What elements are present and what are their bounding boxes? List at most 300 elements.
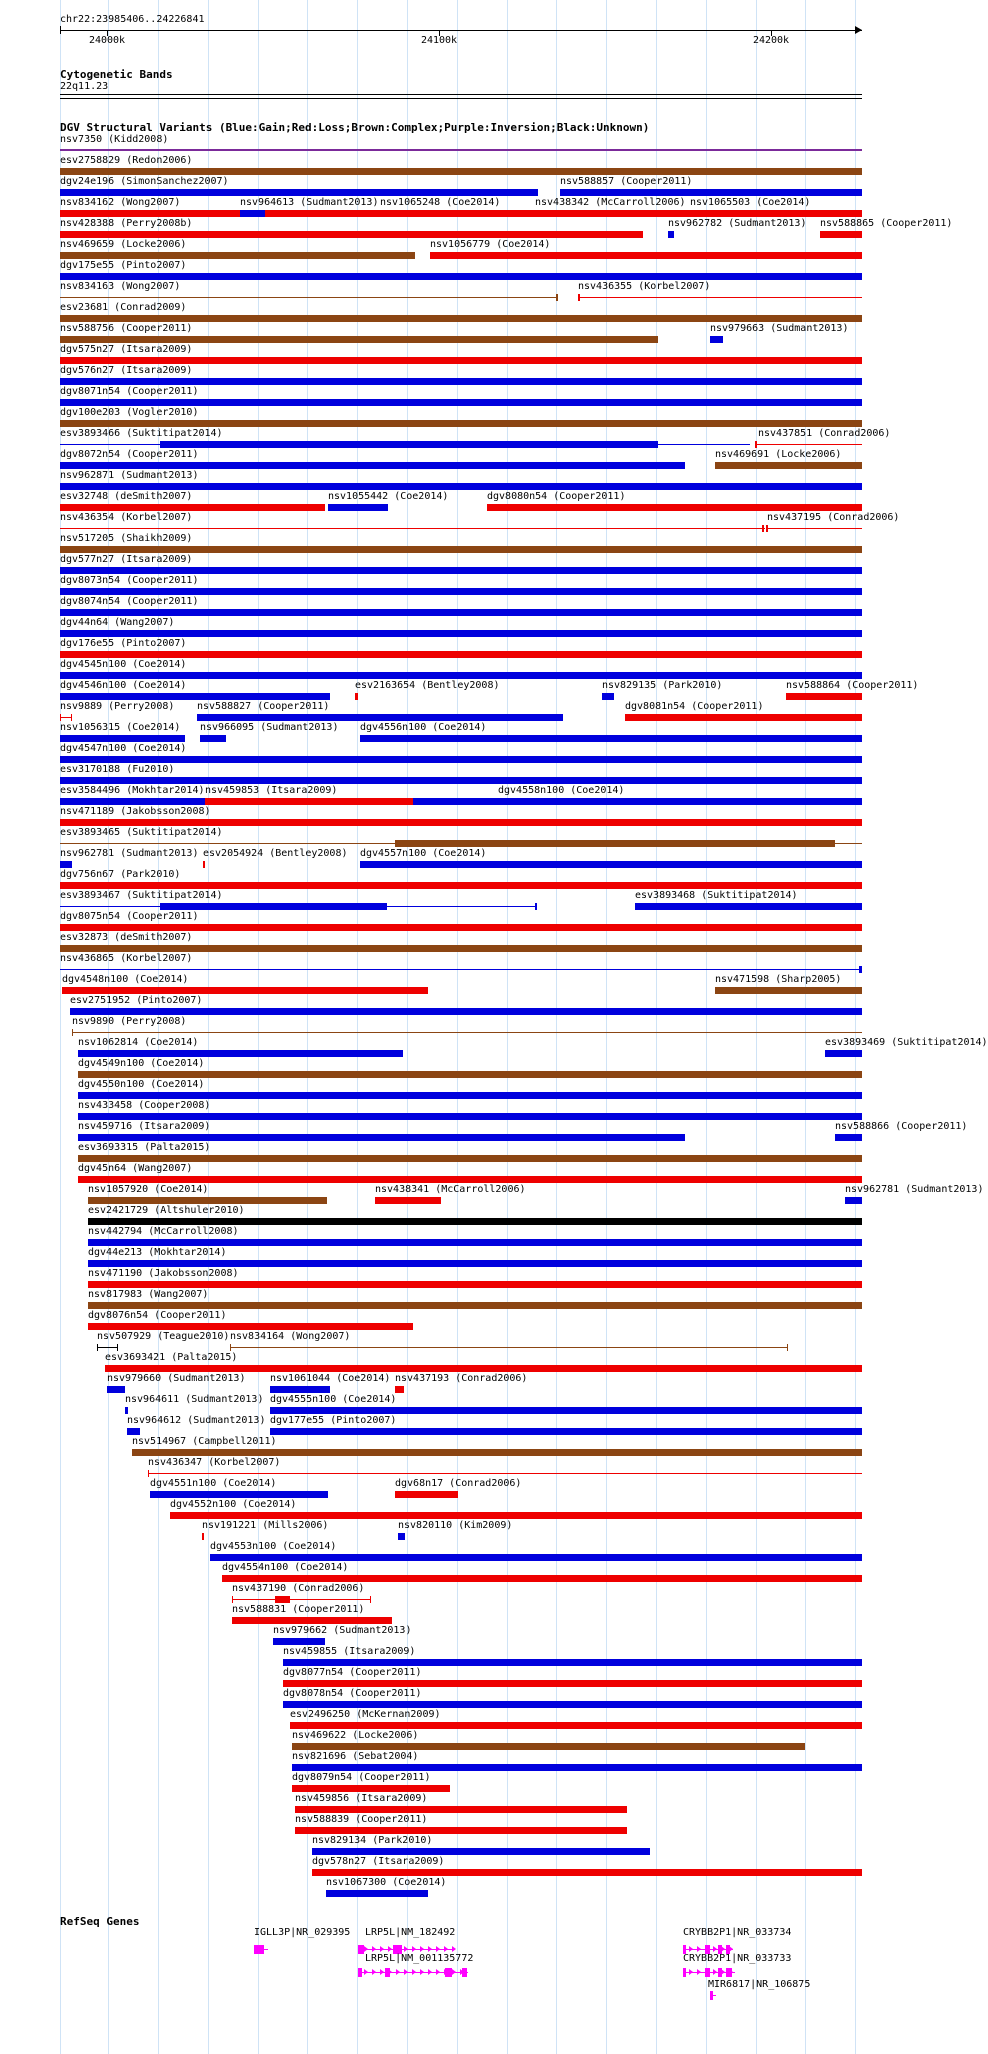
variant-bar-complex[interactable] (72, 1032, 862, 1033)
variant-label[interactable]: dgv8071n54 (Cooper2011) (60, 386, 199, 397)
variant-bar-loss[interactable] (275, 1596, 290, 1603)
variant-label[interactable]: nsv588865 (Cooper2011) (820, 218, 953, 229)
variant-label[interactable]: nsv1062814 (Coe2014) (78, 1037, 199, 1048)
variant-bar-loss[interactable] (60, 504, 325, 511)
variant-bar-gain[interactable] (240, 210, 265, 217)
strand-arrow-icon (388, 1946, 392, 1952)
variant-bar-unknown[interactable] (117, 1344, 118, 1351)
variant-bar-gain[interactable] (668, 231, 674, 238)
variant-bar-loss[interactable] (60, 651, 862, 658)
variant-label[interactable]: dgv577n27 (Itsara2009) (60, 554, 193, 565)
gene-label[interactable]: IGLL3P|NR_029395 (254, 1927, 351, 1938)
variant-bar-gain[interactable] (78, 1050, 403, 1057)
variant-label[interactable]: nsv588866 (Cooper2011) (835, 1121, 968, 1132)
variant-bar-loss[interactable] (295, 1806, 627, 1813)
variant-bar-loss[interactable] (355, 693, 358, 700)
variant-bar-gain[interactable] (825, 1050, 862, 1057)
variant-bar-gain[interactable] (60, 483, 862, 490)
variant-label[interactable]: nsv962782 (Sudmant2013) (668, 218, 807, 229)
variant-label[interactable]: esv2496250 (McKernan2009) (290, 1709, 441, 1720)
variant-label[interactable]: nsv1061044 (Coe2014) (270, 1373, 391, 1384)
variant-label[interactable]: nsv821696 (Sebat2004) (292, 1751, 419, 1762)
variant-label[interactable]: dgv4547n100 (Coe2014) (60, 743, 187, 754)
variant-bar-loss[interactable] (625, 714, 862, 721)
variant-label[interactable]: esv3170188 (Fu2010) (60, 764, 175, 775)
variant-label[interactable]: dgv175e55 (Pinto2007) (60, 260, 187, 271)
variant-bar-complex[interactable] (60, 945, 862, 952)
variant-label[interactable]: nsv964613 (Sudmant2013) (240, 197, 379, 208)
variant-label[interactable]: dgv8077n54 (Cooper2011) (283, 1667, 422, 1678)
variant-bar-loss[interactable] (88, 1281, 862, 1288)
variant-bar-loss[interactable] (766, 528, 862, 529)
variant-label[interactable]: dgv8074n54 (Cooper2011) (60, 596, 199, 607)
variant-bar-complex[interactable] (60, 336, 658, 343)
variant-label[interactable]: nsv1055442 (Coe2014) (328, 491, 449, 502)
variant-label[interactable]: nsv588839 (Cooper2011) (295, 1814, 428, 1825)
variant-label[interactable]: esv32748 (deSmith2007) (60, 491, 193, 502)
variant-label[interactable]: nsv438342 (McCarroll2006) (535, 197, 686, 208)
strand-arrow-icon (721, 1946, 725, 1952)
variant-bar-loss[interactable] (578, 294, 580, 301)
variant-label[interactable]: nsv438341 (McCarroll2006) (375, 1184, 526, 1195)
strand-arrow-icon (396, 1969, 400, 1975)
variant-bar-loss[interactable] (105, 1365, 862, 1372)
strand-arrow-icon (428, 1946, 432, 1952)
variant-bar-gain[interactable] (326, 1890, 428, 1897)
variant-bar-gain[interactable] (292, 1764, 862, 1771)
variant-bar-gain[interactable] (78, 1092, 862, 1099)
variant-bar-complex[interactable] (60, 297, 557, 298)
variant-bar-loss[interactable] (370, 1596, 371, 1603)
variant-bar-gain[interactable] (398, 1533, 405, 1540)
variant-label[interactable]: nsv817983 (Wang2007) (88, 1289, 209, 1300)
variant-label[interactable]: nsv588827 (Cooper2011) (197, 701, 330, 712)
variant-bar-loss[interactable] (762, 525, 764, 532)
variant-bar-complex[interactable] (72, 1029, 73, 1036)
variant-bar-gain[interactable] (845, 1197, 862, 1204)
variant-bar-loss[interactable] (786, 693, 862, 700)
variant-label[interactable]: nsv1056315 (Coe2014) (60, 722, 181, 733)
variant-bar-loss[interactable] (283, 1680, 862, 1687)
variant-bar-loss[interactable] (148, 1473, 862, 1474)
variant-bar-gain[interactable] (197, 714, 563, 721)
variant-bar-gain[interactable] (60, 756, 862, 763)
variant-label[interactable]: dgv4553n100 (Coe2014) (210, 1541, 337, 1552)
variant-bar-loss[interactable] (295, 1827, 627, 1834)
variant-bar-gain[interactable] (283, 1701, 862, 1708)
gene-exon[interactable] (358, 1968, 362, 1977)
variant-label[interactable]: dgv177e55 (Pinto2007) (270, 1415, 397, 1426)
variant-label[interactable]: nsv979660 (Sudmant2013) (107, 1373, 246, 1384)
strand-arrow-icon (364, 1946, 368, 1952)
variant-label[interactable]: dgv68n17 (Conrad2006) (395, 1478, 522, 1489)
variant-label[interactable]: dgv4552n100 (Coe2014) (170, 1499, 297, 1510)
variant-label[interactable]: nsv437190 (Conrad2006) (232, 1583, 365, 1594)
variant-label[interactable]: nsv437851 (Conrad2006) (758, 428, 891, 439)
variant-label[interactable]: dgv8073n54 (Cooper2011) (60, 575, 199, 586)
variant-label[interactable]: nsv829134 (Park2010) (312, 1835, 433, 1846)
variant-bar-gain[interactable] (60, 399, 862, 406)
variant-bar-inversion[interactable] (60, 149, 862, 151)
variant-bar-loss[interactable] (71, 714, 72, 721)
strand-arrow-icon (412, 1946, 416, 1952)
variant-bar-loss[interactable] (535, 210, 562, 217)
variant-bar-gain[interactable] (60, 462, 685, 469)
strand-arrow-icon (697, 1946, 701, 1952)
cytoband-track-title[interactable]: Cytogenetic Bands (60, 68, 173, 81)
variant-bar-gain[interactable] (835, 1134, 862, 1141)
variant-bar-loss[interactable] (820, 231, 862, 238)
variant-label[interactable]: nsv964611 (Sudmant2013) (125, 1394, 264, 1405)
variant-bar-gain[interactable] (210, 1554, 862, 1561)
variant-bar-loss[interactable] (60, 882, 862, 889)
variant-label[interactable]: dgv8080n54 (Cooper2011) (487, 491, 626, 502)
variant-bar-gain[interactable] (107, 1386, 125, 1393)
variant-bar-gain[interactable] (78, 1134, 685, 1141)
variant-bar-gain[interactable] (60, 630, 862, 637)
variant-bar-gain[interactable] (127, 1428, 140, 1435)
variant-label[interactable]: esv2421729 (Altshuler2010) (88, 1205, 245, 1216)
variant-label[interactable]: dgv44n64 (Wang2007) (60, 617, 175, 628)
variant-bar-complex[interactable] (556, 294, 558, 301)
variant-bar-gain[interactable] (160, 903, 387, 910)
variant-label[interactable]: dgv24e196 (SimonSanchez2007) (60, 176, 229, 187)
variant-label[interactable]: esv3584496 (Mokhtar2014) (60, 785, 205, 796)
variant-label[interactable]: nsv437195 (Conrad2006) (767, 512, 900, 523)
variant-label[interactable]: nsv962871 (Sudmant2013) (60, 470, 199, 481)
variant-label[interactable]: nsv834163 (Wong2007) (60, 281, 181, 292)
variant-label[interactable]: nsv834162 (Wong2007) (60, 197, 181, 208)
variant-label[interactable]: nsv459716 (Itsara2009) (78, 1121, 211, 1132)
variant-label[interactable]: nsv979662 (Sudmant2013) (273, 1625, 412, 1636)
strand-arrow-icon (689, 1969, 693, 1975)
variant-label[interactable]: nsv9889 (Perry2008) (60, 701, 175, 712)
variant-bar-gain[interactable] (60, 567, 862, 574)
coordinate-readout: chr22:23985406..24226841 (60, 14, 205, 25)
variant-label[interactable]: nsv459856 (Itsara2009) (295, 1793, 428, 1804)
gene-exon[interactable] (683, 1968, 686, 1977)
variant-bar-gain[interactable] (270, 1407, 862, 1414)
variant-label[interactable]: esv23681 (Conrad2009) (60, 302, 187, 313)
variant-bar-loss[interactable] (222, 1575, 862, 1582)
variant-label[interactable]: esv2751952 (Pinto2007) (70, 995, 203, 1006)
variant-label[interactable]: nsv834164 (Wong2007) (230, 1331, 351, 1342)
variant-label[interactable]: esv2758829 (Redon2006) (60, 155, 193, 166)
variant-label[interactable]: nsv459855 (Itsara2009) (283, 1646, 416, 1657)
variant-bar-loss[interactable] (578, 297, 862, 298)
variant-bar-loss[interactable] (430, 252, 862, 259)
variant-bar-unknown[interactable] (97, 1344, 98, 1351)
variant-bar-loss[interactable] (62, 987, 428, 994)
variant-label[interactable]: dgv45n64 (Wang2007) (78, 1163, 193, 1174)
variant-label[interactable]: nsv9890 (Perry2008) (72, 1016, 187, 1027)
variant-label[interactable]: esv2163654 (Bentley2008) (355, 680, 500, 691)
variant-label[interactable]: nsv471598 (Sharp2005) (715, 974, 842, 985)
strand-arrow-icon (705, 1946, 709, 1952)
variant-label[interactable]: esv3893469 (Suktitipat2014) (825, 1037, 988, 1048)
variant-bar-gain[interactable] (328, 504, 388, 511)
variant-label[interactable]: nsv469691 (Locke2006) (715, 449, 842, 460)
grid-line (805, 0, 806, 2054)
variant-bar-complex[interactable] (60, 168, 862, 175)
variant-bar-loss[interactable] (170, 1512, 862, 1519)
variant-bar-complex[interactable] (132, 1449, 862, 1456)
strand-arrow-icon (452, 1946, 456, 1952)
variant-bar-gain[interactable] (312, 1848, 650, 1855)
variant-bar-gain[interactable] (60, 588, 862, 595)
variant-bar-loss[interactable] (205, 798, 413, 805)
variant-bar-gain[interactable] (60, 609, 862, 616)
variant-label[interactable]: nsv588756 (Cooper2011) (60, 323, 193, 334)
grid-line (208, 0, 209, 2054)
variant-bar-gain[interactable] (60, 969, 862, 970)
variant-bar-gain[interactable] (125, 1407, 128, 1414)
variant-label[interactable]: nsv1067300 (Coe2014) (326, 1877, 447, 1888)
variant-label[interactable]: nsv469659 (Locke2006) (60, 239, 187, 250)
variant-bar-gain[interactable] (60, 672, 862, 679)
variant-label[interactable]: dgv756n67 (Park2010) (60, 869, 181, 880)
variant-bar-loss[interactable] (232, 1596, 233, 1603)
ruler-axis (60, 30, 862, 31)
variant-bar-complex[interactable] (60, 315, 862, 322)
dgv-track-title[interactable]: DGV Structural Variants (Blue:Gain;Red:Loss;Brown:Complex;Purple:Inversion;Black:Unknown) (60, 121, 650, 134)
variant-label[interactable]: dgv8078n54 (Cooper2011) (283, 1688, 422, 1699)
variant-label[interactable]: dgv578n27 (Itsara2009) (312, 1856, 445, 1867)
variant-bar-loss[interactable] (232, 1599, 371, 1600)
variant-bar-complex[interactable] (60, 252, 415, 259)
variant-label[interactable]: esv2054924 (Bentley2008) (203, 848, 348, 859)
variant-bar-loss[interactable] (290, 1722, 862, 1729)
variant-label[interactable]: esv3893467 (Suktitipat2014) (60, 890, 223, 901)
refseq-track-title[interactable]: RefSeq Genes (60, 1915, 140, 1928)
variant-label[interactable]: dgv4558n100 (Coe2014) (498, 785, 625, 796)
variant-bar-gain[interactable] (273, 1638, 325, 1645)
variant-bar-complex[interactable] (60, 420, 862, 427)
variant-bar-gain[interactable] (270, 1428, 862, 1435)
strand-arrow-icon (420, 1946, 424, 1952)
variant-label[interactable]: nsv436354 (Korbel2007) (60, 512, 193, 523)
variant-bar-gain[interactable] (88, 1239, 862, 1246)
gene-label[interactable]: LRP5L|NM_182492 (365, 1927, 456, 1938)
variant-bar-loss[interactable] (395, 1491, 458, 1498)
variant-bar-complex[interactable] (230, 1344, 231, 1351)
variant-bar-gain[interactable] (160, 441, 658, 448)
variant-label[interactable]: nsv1056779 (Coe2014) (430, 239, 551, 250)
variant-bar-loss[interactable] (60, 231, 643, 238)
gene-label[interactable]: CRYBB2P1|NR_033734 (683, 1927, 792, 1938)
variant-bar-loss[interactable] (60, 819, 862, 826)
variant-bar-gain[interactable] (602, 693, 614, 700)
variant-label[interactable]: nsv433458 (Cooper2008) (78, 1100, 211, 1111)
variant-bar-gain[interactable] (535, 903, 537, 910)
variant-label[interactable]: dgv44e213 (Mokhtar2014) (88, 1247, 227, 1258)
variant-label[interactable]: nsv1065503 (Coe2014) (690, 197, 811, 208)
variant-bar-gain[interactable] (360, 861, 862, 868)
variant-label[interactable]: nsv1057920 (Coe2014) (88, 1184, 209, 1195)
variant-label[interactable]: nsv979663 (Sudmant2013) (710, 323, 849, 334)
strand-arrow-icon (388, 1969, 392, 1975)
variant-bar-loss[interactable] (88, 1323, 413, 1330)
variant-label[interactable]: nsv514967 (Campbell2011) (132, 1436, 277, 1447)
variant-bar-gain[interactable] (498, 798, 862, 805)
variant-bar-loss[interactable] (292, 1785, 450, 1792)
variant-bar-gain[interactable] (60, 861, 72, 868)
variant-label[interactable]: dgv4550n100 (Coe2014) (78, 1079, 205, 1090)
variant-label[interactable]: esv3893465 (Suktitipat2014) (60, 827, 223, 838)
variant-bar-loss[interactable] (766, 525, 768, 532)
variant-label[interactable]: nsv437193 (Conrad2006) (395, 1373, 528, 1384)
variant-bar-loss[interactable] (487, 504, 862, 511)
variant-bar-gain[interactable] (70, 1008, 862, 1015)
variant-label[interactable]: nsv436347 (Korbel2007) (148, 1457, 281, 1468)
variant-label[interactable]: nsv459853 (Itsara2009) (205, 785, 338, 796)
variant-label[interactable]: nsv588857 (Cooper2011) (560, 176, 693, 187)
variant-bar-complex[interactable] (78, 1071, 862, 1078)
variant-bar-gain[interactable] (635, 903, 862, 910)
strand-arrow-icon (260, 1946, 264, 1952)
variant-bar-complex[interactable] (715, 987, 862, 994)
variant-label[interactable]: nsv507929 (Teague2010) (97, 1331, 230, 1342)
variant-label[interactable]: nsv428388 (Perry2008b) (60, 218, 193, 229)
variant-label[interactable]: dgv4551n100 (Coe2014) (150, 1478, 277, 1489)
variant-bar-loss[interactable] (232, 1617, 392, 1624)
variant-label[interactable]: dgv4555n100 (Coe2014) (270, 1394, 397, 1405)
variant-label[interactable]: nsv962781 (Sudmant2013) (845, 1184, 984, 1195)
variant-bar-loss[interactable] (755, 441, 757, 448)
variant-label[interactable]: dgv176e55 (Pinto2007) (60, 638, 187, 649)
variant-label[interactable]: nsv1065248 (Coe2014) (380, 197, 501, 208)
variant-bar-gain[interactable] (88, 1260, 862, 1267)
variant-label[interactable]: dgv4545n100 (Coe2014) (60, 659, 187, 670)
variant-bar-loss[interactable] (380, 210, 428, 217)
variant-label[interactable]: dgv4548n100 (Coe2014) (62, 974, 189, 985)
variant-bar-loss[interactable] (60, 528, 765, 529)
variant-bar-unknown[interactable] (88, 1218, 862, 1225)
variant-label[interactable]: nsv962781 (Sudmant2013) (60, 848, 199, 859)
strand-arrow-icon (420, 1969, 424, 1975)
gene-label[interactable]: MIR6817|NR_106875 (708, 1979, 811, 1990)
variant-bar-loss[interactable] (690, 210, 862, 217)
variant-label[interactable]: nsv588831 (Cooper2011) (232, 1604, 365, 1615)
variant-bar-gain[interactable] (270, 1386, 330, 1393)
variant-label[interactable]: dgv8072n54 (Cooper2011) (60, 449, 199, 460)
variant-label[interactable]: dgv8079n54 (Cooper2011) (292, 1772, 431, 1783)
variant-bar-complex[interactable] (395, 840, 835, 847)
strand-arrow-icon (705, 1969, 709, 1975)
variant-label[interactable]: nsv436355 (Korbel2007) (578, 281, 711, 292)
variant-bar-gain[interactable] (200, 735, 226, 742)
variant-label[interactable]: nsv442794 (McCarroll2008) (88, 1226, 239, 1237)
gene-exon[interactable] (710, 1991, 713, 2000)
variant-bar-loss[interactable] (78, 1176, 862, 1183)
ruler-tick-label: 24200k (752, 35, 790, 46)
variant-bar-gain[interactable] (60, 777, 862, 784)
variant-label[interactable]: nsv966095 (Sudmant2013) (200, 722, 339, 733)
variant-label[interactable]: dgv4557n100 (Coe2014) (360, 848, 487, 859)
variant-bar-loss[interactable] (60, 357, 862, 364)
variant-label[interactable]: nsv436865 (Korbel2007) (60, 953, 193, 964)
variant-label[interactable]: nsv191221 (Mills2006) (202, 1520, 329, 1531)
variant-bar-gain[interactable] (60, 189, 538, 196)
variant-bar-gain[interactable] (150, 1491, 328, 1498)
strand-arrow-icon (452, 1969, 456, 1975)
variant-bar-complex[interactable] (88, 1197, 327, 1204)
variant-bar-gain[interactable] (78, 1113, 862, 1120)
variant-bar-complex[interactable] (292, 1743, 805, 1750)
variant-bar-complex[interactable] (60, 546, 862, 553)
strand-arrow-icon (460, 1969, 464, 1975)
strand-arrow-icon (372, 1946, 376, 1952)
variant-label[interactable]: esv3693315 (Palta2015) (78, 1142, 211, 1153)
variant-bar-loss[interactable] (148, 1470, 149, 1477)
variant-bar-gain[interactable] (60, 693, 330, 700)
variant-label[interactable]: esv3893468 (Suktitipat2014) (635, 890, 798, 901)
variant-label[interactable]: esv3893466 (Suktitipat2014) (60, 428, 223, 439)
gene-label[interactable]: CRYBB2P1|NR_033733 (683, 1953, 792, 1964)
variant-bar-gain[interactable] (560, 189, 862, 196)
strand-arrow-icon (380, 1969, 384, 1975)
variant-label[interactable]: dgv4554n100 (Coe2014) (222, 1562, 349, 1573)
variant-label[interactable]: dgv575n27 (Itsara2009) (60, 344, 193, 355)
variant-label[interactable]: nsv469622 (Locke2006) (292, 1730, 419, 1741)
variant-bar-loss[interactable] (395, 1386, 404, 1393)
variant-label[interactable]: nsv7350 (Kidd2008) (60, 134, 169, 145)
variant-bar-complex[interactable] (787, 1344, 788, 1351)
variant-label[interactable]: dgv4549n100 (Coe2014) (78, 1058, 205, 1069)
variant-label[interactable]: dgv576n27 (Itsara2009) (60, 365, 193, 376)
variant-bar-complex[interactable] (88, 1302, 862, 1309)
variant-bar-loss[interactable] (202, 1533, 204, 1540)
variant-label[interactable]: nsv588864 (Cooper2011) (786, 680, 919, 691)
variant-bar-gain[interactable] (60, 378, 862, 385)
variant-bar-unknown[interactable] (97, 1347, 118, 1348)
variant-bar-gain[interactable] (60, 735, 185, 742)
variant-bar-gain[interactable] (710, 336, 723, 343)
variant-bar-complex[interactable] (78, 1155, 862, 1162)
variant-bar-loss[interactable] (375, 1197, 441, 1204)
variant-bar-loss[interactable] (755, 444, 862, 445)
variant-label[interactable]: nsv829135 (Park2010) (602, 680, 723, 691)
variant-bar-gain[interactable] (859, 966, 862, 973)
variant-label[interactable]: dgv100e203 (Vogler2010) (60, 407, 199, 418)
variant-label[interactable]: dgv8081n54 (Cooper2011) (625, 701, 764, 712)
strand-arrow-icon (412, 1969, 416, 1975)
variant-bar-loss[interactable] (60, 924, 862, 931)
variant-label[interactable]: nsv964612 (Sudmant2013) (127, 1415, 266, 1426)
variant-label[interactable]: nsv820110 (Kim2009) (398, 1520, 513, 1531)
variant-bar-gain[interactable] (360, 735, 862, 742)
variant-bar-complex[interactable] (230, 1347, 788, 1348)
variant-label[interactable]: nsv471190 (Jakobsson2008) (88, 1268, 239, 1279)
variant-bar-loss[interactable] (60, 714, 61, 721)
variant-bar-gain[interactable] (60, 273, 862, 280)
variant-bar-loss[interactable] (203, 861, 205, 868)
variant-bar-complex[interactable] (715, 462, 862, 469)
gene-label[interactable]: LRP5L|NM_001135772 (365, 1953, 474, 1964)
variant-label[interactable]: dgv4556n100 (Coe2014) (360, 722, 487, 733)
variant-label[interactable]: dgv8076n54 (Cooper2011) (88, 1310, 227, 1321)
variant-bar-gain[interactable] (283, 1659, 862, 1666)
variant-label[interactable]: esv32873 (deSmith2007) (60, 932, 193, 943)
variant-bar-loss[interactable] (312, 1869, 862, 1876)
variant-label[interactable]: nsv471189 (Jakobsson2008) (60, 806, 211, 817)
variant-label[interactable]: nsv517205 (Shaikh2009) (60, 533, 193, 544)
variant-label[interactable]: esv3693421 (Palta2015) (105, 1352, 238, 1363)
variant-label[interactable]: dgv4546n100 (Coe2014) (60, 680, 187, 691)
variant-label[interactable]: dgv8075n54 (Cooper2011) (60, 911, 199, 922)
ruler-tick-label: 24100k (420, 35, 458, 46)
ruler-left-end (60, 26, 67, 34)
